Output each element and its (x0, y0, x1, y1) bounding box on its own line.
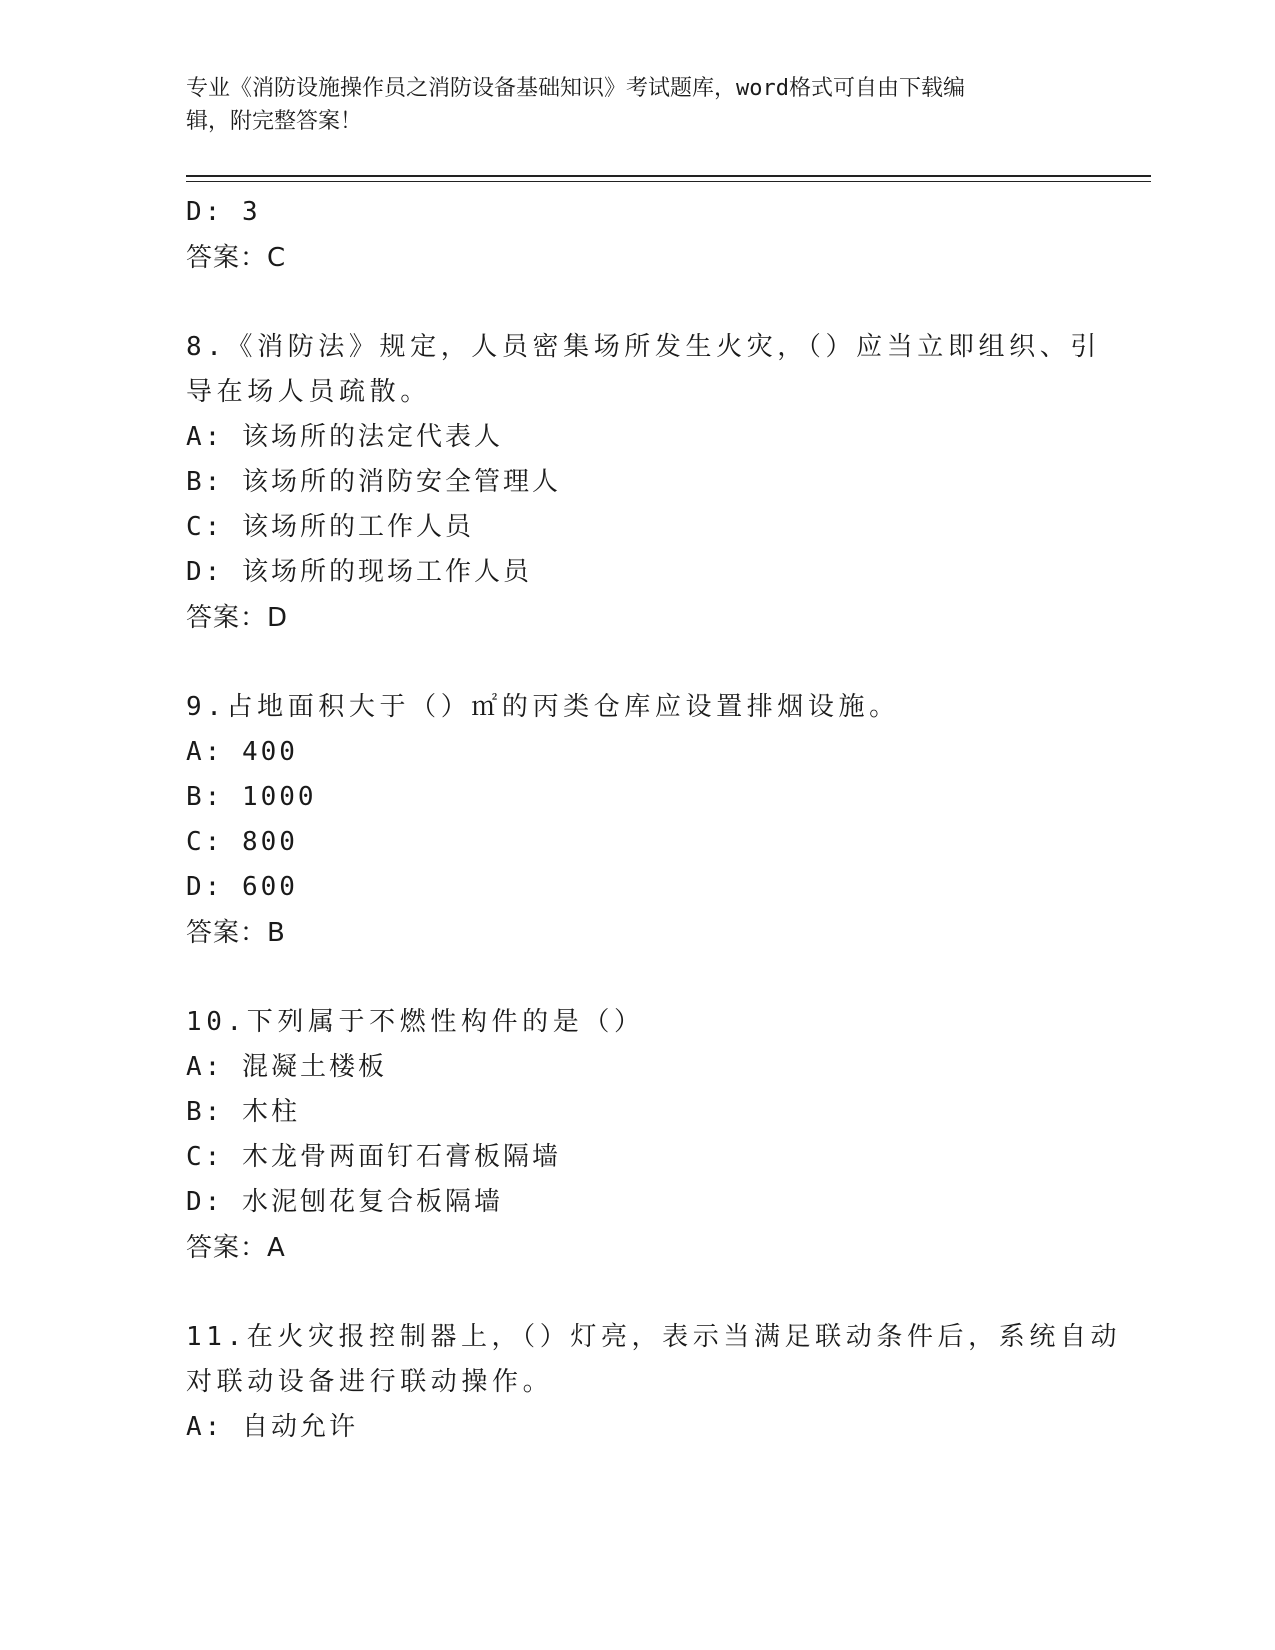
answer-line: 答案：D (186, 603, 289, 633)
header-divider-thick (186, 175, 1151, 177)
stem-line: 导在场人员疏散。 (186, 377, 431, 407)
question-11 (186, 1315, 1122, 1450)
option-b: B: 该场所的消防安全管理人 (186, 467, 561, 497)
question-8 (186, 325, 1101, 685)
question-stem (186, 1000, 1086, 1045)
stem-line: 11.在火灾报控制器上，（）灯亮，表示当满足联动条件后，系统自动 (186, 1322, 1122, 1352)
option-c: C: 该场所的工作人员 (186, 512, 474, 542)
option-d: D: 水泥刨花复合板隔墙 (186, 1187, 503, 1217)
option-b: B: 木柱 (186, 1097, 300, 1127)
previous-question-tail (186, 190, 1086, 325)
option-d: D: 600 (186, 872, 298, 902)
question-stem (186, 685, 1086, 730)
answer-line: 答案：A (186, 1233, 286, 1263)
question-stem (186, 325, 1101, 415)
header-divider-thin (186, 181, 1151, 182)
stem-line: 9.占地面积大于（）㎡的丙类仓库应设置排烟设施。 (186, 692, 900, 722)
stem-line: 对联动设备进行联动操作。 (186, 1367, 554, 1397)
option-a: A: 该场所的法定代表人 (186, 422, 503, 452)
option-a: A: 自动允许 (186, 1412, 358, 1442)
option-a: A: 混凝土楼板 (186, 1052, 387, 1082)
option-b: B: 1000 (186, 782, 317, 812)
option-a: A: 400 (186, 737, 298, 767)
question-9 (186, 685, 1086, 1000)
option-c: C: 木龙骨两面钉石膏板隔墙 (186, 1142, 561, 1172)
answer-line: 答案：C (186, 243, 287, 273)
answer-line: 答案：B (186, 918, 286, 948)
question-list (186, 190, 1122, 1450)
option-c: C: 800 (186, 827, 298, 857)
question-10 (186, 1000, 1086, 1315)
stem-line: 10.下列属于不燃性构件的是（） (186, 1007, 645, 1037)
header-line-1: 专业《消防设施操作员之消防设备基础知识》考试题库，word格式可自由下载编 (186, 76, 965, 101)
question-stem (186, 1315, 1122, 1405)
option-d: D: 3 (186, 197, 261, 227)
document-header (186, 72, 1086, 138)
stem-line: 8.《消防法》规定，人员密集场所发生火灾，（）应当立即组织、引 (186, 332, 1101, 362)
header-line-2: 辑，附完整答案！ (186, 109, 363, 134)
option-d: D: 该场所的现场工作人员 (186, 557, 532, 587)
